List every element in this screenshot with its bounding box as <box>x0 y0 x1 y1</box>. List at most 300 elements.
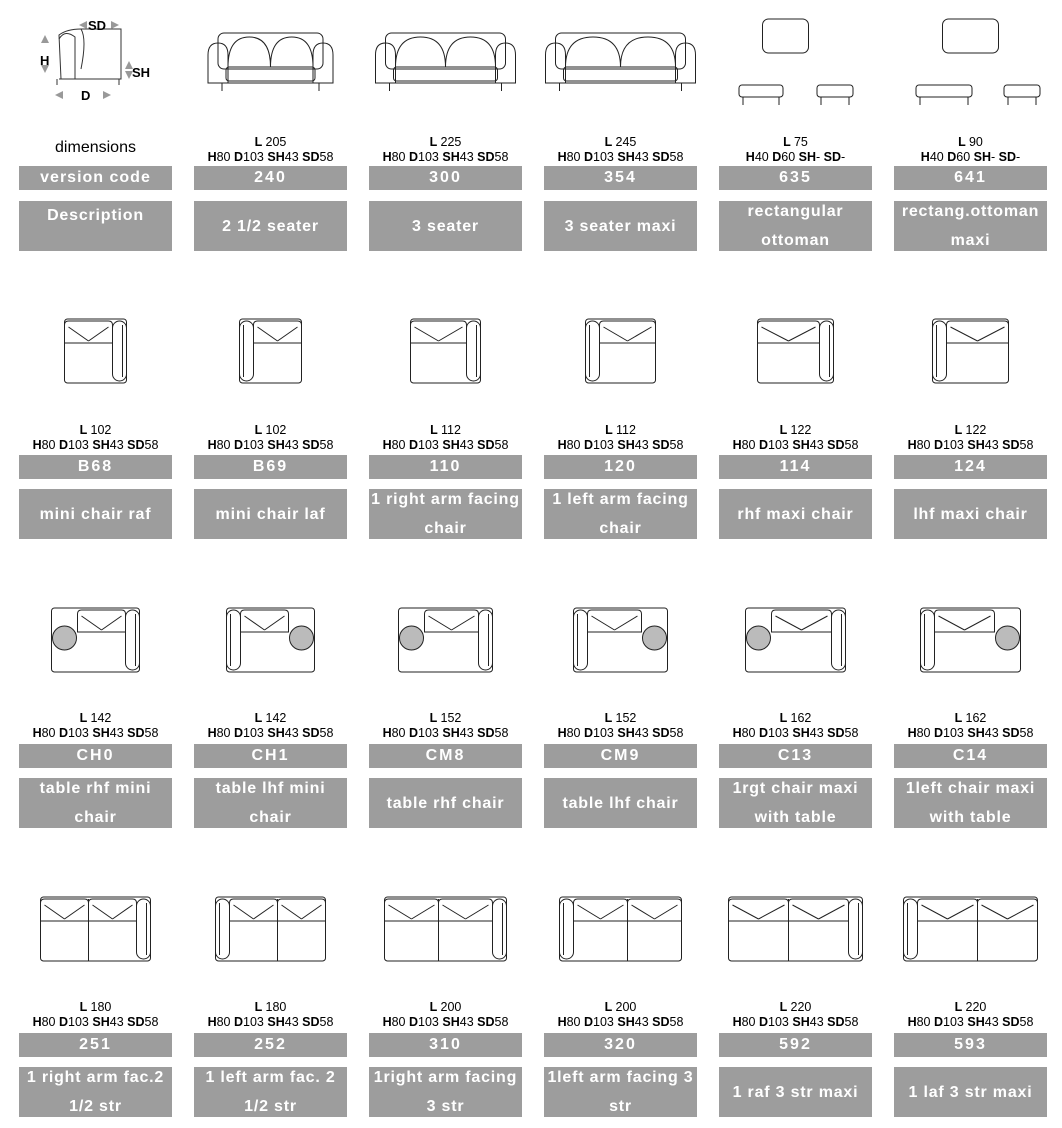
length-value: 162 <box>790 711 812 725</box>
d-value: 103 <box>593 150 618 164</box>
rectangular-ottoman-icon <box>719 15 872 110</box>
length-key: L <box>954 711 966 725</box>
product-description <box>19 1067 172 1117</box>
length-value: 122 <box>790 423 812 437</box>
product-drawing <box>369 15 522 110</box>
version-code: B69 <box>194 455 347 479</box>
lhf-maxi-chair-icon <box>894 305 1047 400</box>
product-drawing <box>719 15 872 110</box>
sh-value: 43 <box>109 726 128 740</box>
h-key: H <box>907 438 917 452</box>
d-value: 60 <box>781 150 799 164</box>
dimensions-block <box>709 135 882 165</box>
size-line <box>359 150 532 165</box>
dimensions-block <box>534 711 707 741</box>
mini-chair-raf-icon <box>19 305 172 400</box>
h-key: H <box>732 438 742 452</box>
version-code: 251 <box>19 1033 172 1057</box>
length-key: L <box>429 711 441 725</box>
h-key: H <box>557 438 567 452</box>
d-value: 103 <box>243 726 268 740</box>
length-value: 142 <box>90 711 112 725</box>
h-key: H <box>920 150 930 164</box>
length-line <box>359 711 532 726</box>
dimensions-block <box>884 135 1057 165</box>
description-text: 1 left arm facing chair <box>552 491 689 537</box>
d-key: D <box>759 726 769 740</box>
description-text: 1 right arm facing chair <box>371 491 520 537</box>
description-text: 1 laf 3 str maxi <box>908 1083 1033 1101</box>
length-value: 220 <box>790 1000 812 1014</box>
sh-value: 43 <box>809 726 828 740</box>
dimensions-block <box>534 423 707 453</box>
length-value: 220 <box>965 1000 987 1014</box>
sd-key: SD <box>998 150 1017 164</box>
dimensions-block <box>9 423 182 453</box>
sd-key: SD <box>652 1015 670 1029</box>
size-line <box>359 726 532 741</box>
product-drawing <box>544 594 697 689</box>
length-key: L <box>254 711 266 725</box>
h-value: 80 <box>216 1015 234 1029</box>
length-key: L <box>605 423 616 437</box>
length-line <box>184 135 357 150</box>
sd-key: SD <box>477 438 495 452</box>
version-code: CH1 <box>194 744 347 768</box>
sh-value: 43 <box>634 438 653 452</box>
sh-value: 43 <box>984 726 1003 740</box>
version-code: 110 <box>369 455 522 479</box>
table-lhf-mini-chair-icon <box>194 594 347 689</box>
sd-key: SD <box>302 438 320 452</box>
description-text: 1 left arm fac. 2 1/2 str <box>205 1069 336 1115</box>
h-value: 80 <box>391 438 409 452</box>
sh-key: SH <box>792 726 810 740</box>
sd-key: SD <box>302 726 320 740</box>
h-key: H <box>732 1015 742 1029</box>
description-text: table lhf mini chair <box>215 780 326 826</box>
sh-value: 43 <box>809 438 828 452</box>
d-key: D <box>934 1015 944 1029</box>
right-arm-3-seater-icon <box>369 883 522 978</box>
dimensions-block <box>534 135 707 165</box>
dimensions-block <box>884 1000 1057 1030</box>
d-key: D <box>759 438 769 452</box>
sh-value: 43 <box>109 1015 128 1029</box>
sd-key: SD <box>127 1015 145 1029</box>
sofa-2-5-seater-icon <box>194 15 347 110</box>
dimensions-block <box>884 711 1057 741</box>
product-drawing <box>544 15 697 110</box>
d-value: 103 <box>943 726 968 740</box>
dimensions-block <box>359 711 532 741</box>
description-text: mini chair raf <box>39 505 152 523</box>
dimensions-block <box>709 711 882 741</box>
size-line <box>359 1015 532 1030</box>
sofa-3-seater-maxi-icon <box>544 15 697 110</box>
d-value: 103 <box>768 726 793 740</box>
length-value: 102 <box>265 423 287 437</box>
description-text: rectang.ottoman maxi <box>901 203 1040 249</box>
length-key: L <box>954 423 966 437</box>
length-value: 225 <box>440 135 462 149</box>
description-text: 1left chair maxi with table <box>905 780 1036 826</box>
sd-key: SD <box>302 1015 320 1029</box>
sh-key: SH <box>267 1015 285 1029</box>
d-key: D <box>234 1015 244 1029</box>
sh-value: 43 <box>634 726 653 740</box>
length-key: L <box>783 135 794 149</box>
sd-key: SD <box>652 150 670 164</box>
sd-value: 58 <box>1019 1015 1034 1029</box>
sh-key: SH <box>442 726 460 740</box>
sd-value: 58 <box>319 1015 334 1029</box>
d-key: D <box>409 150 419 164</box>
left-arm-facing-chair-icon <box>544 305 697 400</box>
sh-key: SH <box>967 1015 985 1029</box>
sd-key: SD <box>823 150 842 164</box>
sh-value: 43 <box>284 438 303 452</box>
product-drawing <box>719 305 872 400</box>
version-code: 320 <box>544 1033 697 1057</box>
h-key: H <box>382 1015 392 1029</box>
product-description <box>19 778 172 828</box>
right-chair-maxi-table-icon <box>719 594 872 689</box>
size-line <box>534 150 707 165</box>
h-key: H <box>557 726 567 740</box>
length-value: 122 <box>965 423 987 437</box>
length-key: L <box>430 423 441 437</box>
product-drawing <box>369 883 522 978</box>
d-key: D <box>409 726 419 740</box>
length-line <box>709 135 882 150</box>
length-value: 152 <box>440 711 462 725</box>
length-value: 90 <box>968 135 983 149</box>
sd-value: 58 <box>144 1015 159 1029</box>
d-value: 103 <box>593 726 618 740</box>
length-value: 142 <box>265 711 287 725</box>
h-key: H <box>207 1015 217 1029</box>
h-value: 80 <box>391 150 409 164</box>
length-value: 162 <box>965 711 987 725</box>
sh-value: 43 <box>109 438 128 452</box>
length-line <box>9 1000 182 1015</box>
h-value: 80 <box>566 1015 584 1029</box>
sd-value: 58 <box>494 150 509 164</box>
version-code: 120 <box>544 455 697 479</box>
h-value: 80 <box>216 150 234 164</box>
description-text: table rhf mini chair <box>39 780 152 826</box>
size-line <box>9 1015 182 1030</box>
legend-d-label: D <box>81 88 91 103</box>
table-lhf-chair-icon <box>544 594 697 689</box>
sd-value: 58 <box>144 726 159 740</box>
sd-key: SD <box>1002 1015 1020 1029</box>
d-value: 103 <box>418 726 443 740</box>
sd-value: 58 <box>1019 438 1034 452</box>
h-value: 80 <box>741 1015 759 1029</box>
size-line <box>709 150 882 165</box>
h-key: H <box>557 150 567 164</box>
h-key: H <box>907 1015 917 1029</box>
product-description <box>544 778 697 828</box>
length-key: L <box>779 1000 791 1014</box>
sh-key: SH <box>92 1015 110 1029</box>
length-value: 112 <box>615 423 636 437</box>
sh-value: 43 <box>284 150 303 164</box>
table-rhf-chair-icon <box>369 594 522 689</box>
d-key: D <box>409 438 419 452</box>
sh-value: 43 <box>809 1015 828 1029</box>
sh-value: 43 <box>459 438 478 452</box>
h-value: 80 <box>41 438 59 452</box>
length-line <box>534 423 707 438</box>
d-key: D <box>234 726 244 740</box>
rhf-maxi-chair-icon <box>719 305 872 400</box>
length-line <box>884 423 1057 438</box>
product-description <box>369 1067 522 1117</box>
sd-value: 58 <box>844 1015 859 1029</box>
size-line <box>884 150 1057 165</box>
h-value: 80 <box>566 150 584 164</box>
size-line <box>709 726 882 741</box>
product-description <box>719 489 872 539</box>
d-key: D <box>584 150 594 164</box>
d-value: 103 <box>943 438 968 452</box>
rectangular-ottoman-maxi-icon <box>894 15 1047 110</box>
dimensions-block <box>359 423 532 453</box>
sd-value: 58 <box>1019 726 1034 740</box>
version-code: 252 <box>194 1033 347 1057</box>
product-drawing <box>19 594 172 689</box>
description-text: 1 right arm fac.2 1/2 str <box>26 1069 165 1115</box>
legend-sh-label: SH <box>132 65 151 80</box>
version-code: 114 <box>719 455 872 479</box>
d-key: D <box>59 438 69 452</box>
sh-key: SH <box>92 726 110 740</box>
length-value: 180 <box>265 1000 287 1014</box>
h-value: 80 <box>216 726 234 740</box>
size-line <box>884 1015 1057 1030</box>
h-value: 80 <box>741 726 759 740</box>
version-code: CM8 <box>369 744 522 768</box>
h-value: 40 <box>929 150 948 164</box>
product-drawing <box>369 305 522 400</box>
sh-key: SH <box>267 438 285 452</box>
size-line <box>184 438 357 453</box>
length-line <box>884 1000 1057 1015</box>
mini-chair-laf-icon <box>194 305 347 400</box>
left-chair-maxi-table-icon <box>894 594 1047 689</box>
length-key: L <box>604 135 616 149</box>
dimensions-block <box>9 711 182 741</box>
sd-value: 58 <box>844 438 859 452</box>
sd-value: 58 <box>319 150 334 164</box>
sd-value: 58 <box>844 726 859 740</box>
description-text: rectangular ottoman <box>747 203 844 249</box>
length-value: 152 <box>615 711 637 725</box>
length-key: L <box>958 135 969 149</box>
product-drawing <box>19 305 172 400</box>
length-line <box>534 135 707 150</box>
length-line <box>9 423 182 438</box>
d-value: 103 <box>593 1015 618 1029</box>
product-description <box>369 489 522 539</box>
sd-value: 58 <box>669 726 684 740</box>
sh-key: SH <box>973 150 992 164</box>
length-key: L <box>604 711 616 725</box>
length-key: L <box>79 423 91 437</box>
length-value: 200 <box>615 1000 637 1014</box>
left-arm-2-5-seater-icon <box>194 883 347 978</box>
sd-key: SD <box>477 726 495 740</box>
h-key: H <box>732 726 742 740</box>
version-code: 124 <box>894 455 1047 479</box>
sd-key: SD <box>1002 438 1020 452</box>
product-description <box>369 778 522 828</box>
d-value: 103 <box>768 438 793 452</box>
length-line <box>184 1000 357 1015</box>
h-value: 80 <box>41 1015 59 1029</box>
length-line <box>534 711 707 726</box>
size-line <box>359 438 532 453</box>
sh-key: SH <box>617 150 635 164</box>
length-line <box>359 423 532 438</box>
h-key: H <box>207 726 217 740</box>
length-value: 102 <box>90 423 112 437</box>
sd-value: 58 <box>669 438 684 452</box>
dimension-legend <box>19 15 172 110</box>
sd-key: SD <box>302 150 320 164</box>
sd-key: SD <box>827 1015 845 1029</box>
d-value: 103 <box>418 1015 443 1029</box>
sd-value: 58 <box>319 726 334 740</box>
d-value: 103 <box>768 1015 793 1029</box>
length-line <box>184 711 357 726</box>
sd-value: - <box>1016 150 1021 164</box>
product-drawing <box>894 594 1047 689</box>
sh-value: 43 <box>459 726 478 740</box>
product-description <box>194 778 347 828</box>
sh-key: SH <box>967 438 985 452</box>
version-code: 592 <box>719 1033 872 1057</box>
dimensions-block <box>534 1000 707 1030</box>
sh-value: 43 <box>984 1015 1003 1029</box>
sh-key: SH <box>617 1015 635 1029</box>
length-value: 112 <box>440 423 461 437</box>
product-description <box>544 201 697 251</box>
sh-value: 43 <box>284 1015 303 1029</box>
version-code-label: version code <box>19 166 172 190</box>
h-value: 80 <box>741 438 759 452</box>
dimensions-block <box>184 135 357 165</box>
right-arm-2-5-seater-icon <box>19 883 172 978</box>
size-line <box>884 726 1057 741</box>
product-drawing <box>369 594 522 689</box>
h-key: H <box>32 1015 42 1029</box>
size-line <box>184 726 357 741</box>
d-key: D <box>947 150 957 164</box>
length-value: 205 <box>265 135 287 149</box>
h-key: H <box>745 150 755 164</box>
d-key: D <box>934 726 944 740</box>
sh-key: SH <box>442 438 460 452</box>
h-value: 80 <box>566 726 584 740</box>
dimensions-block <box>184 423 357 453</box>
length-line <box>184 423 357 438</box>
sh-value: 43 <box>284 726 303 740</box>
dimensions-block <box>709 1000 882 1030</box>
d-value: 103 <box>243 1015 268 1029</box>
sh-value: 43 <box>634 1015 653 1029</box>
sh-key: SH <box>617 726 635 740</box>
right-arm-facing-chair-icon <box>369 305 522 400</box>
product-drawing <box>719 883 872 978</box>
d-value: 60 <box>956 150 974 164</box>
h-value: 80 <box>566 438 584 452</box>
d-value: 103 <box>68 438 93 452</box>
size-line <box>184 1015 357 1030</box>
product-drawing <box>544 305 697 400</box>
description-text: rhf maxi chair <box>737 505 854 523</box>
product-description <box>719 778 872 828</box>
sd-value: 58 <box>494 438 509 452</box>
h-key: H <box>32 438 42 452</box>
description-text: 1left arm facing 3 str <box>547 1069 694 1115</box>
description-text: 3 seater maxi <box>564 217 677 235</box>
length-key: L <box>254 423 266 437</box>
length-key: L <box>954 1000 966 1014</box>
d-value: 103 <box>418 438 443 452</box>
size-line <box>709 1015 882 1030</box>
description-text: mini chair laf <box>215 505 326 523</box>
d-value: 103 <box>68 1015 93 1029</box>
sd-key: SD <box>477 1015 495 1029</box>
d-key: D <box>234 438 244 452</box>
product-drawing <box>19 883 172 978</box>
version-code: 641 <box>894 166 1047 190</box>
product-drawing <box>194 883 347 978</box>
sh-value: - <box>991 150 999 164</box>
product-drawing <box>894 883 1047 978</box>
dimensions-block <box>9 1000 182 1030</box>
sd-key: SD <box>127 726 145 740</box>
length-line <box>359 135 532 150</box>
description-text: 3 seater <box>412 217 479 235</box>
sh-key: SH <box>442 1015 460 1029</box>
h-key: H <box>207 150 217 164</box>
version-code: 310 <box>369 1033 522 1057</box>
product-description <box>194 1067 347 1117</box>
length-line <box>884 711 1057 726</box>
h-value: 80 <box>916 438 934 452</box>
product-description <box>194 489 347 539</box>
table-rhf-mini-chair-icon <box>19 594 172 689</box>
size-line <box>184 150 357 165</box>
product-drawing <box>894 15 1047 110</box>
legend-h-label: H <box>40 53 50 68</box>
dimensions-block <box>884 423 1057 453</box>
sh-value: 43 <box>459 1015 478 1029</box>
product-description <box>544 489 697 539</box>
size-line <box>709 438 882 453</box>
h-key: H <box>32 726 42 740</box>
length-line <box>884 135 1057 150</box>
size-line <box>884 438 1057 453</box>
dimensions-block <box>359 1000 532 1030</box>
h-value: 40 <box>754 150 773 164</box>
d-key: D <box>59 726 69 740</box>
